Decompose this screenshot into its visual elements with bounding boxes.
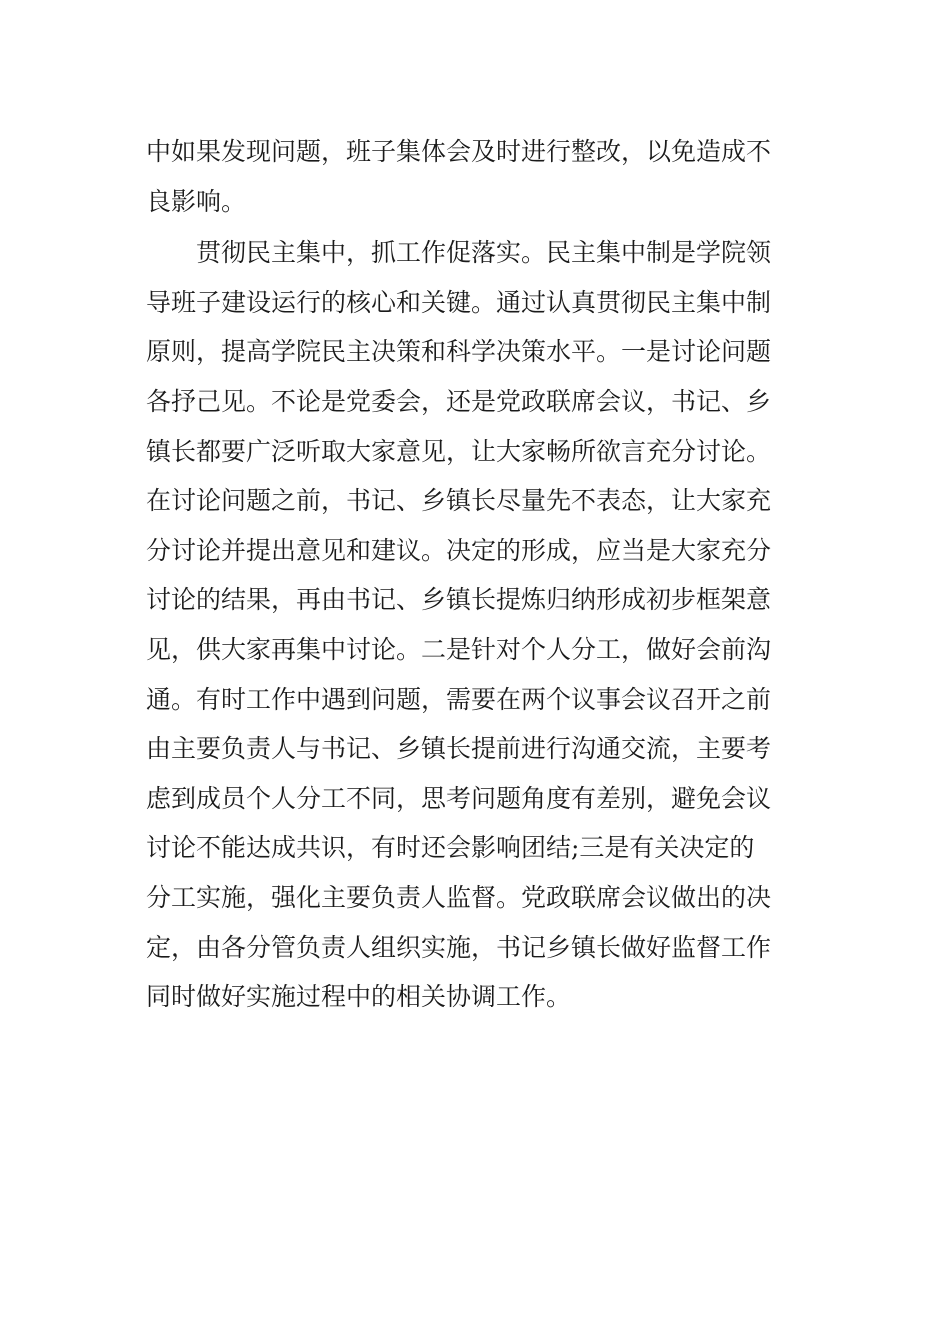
text-line: 讨论不能达成共识，有时还会影响团结;三是有关决定的 [146,833,755,863]
paragraph [146,228,786,1022]
text-line: 通。有时工作中遇到问题，需要在两个议事会议召开之前 [146,684,772,714]
text-line: 良影响。 [146,186,247,216]
text-line: 原则，提高学院民主决策和科学决策水平。一是讨论问题 [146,337,772,367]
text-line: 定，由各分管负责人组织实施，书记乡镇长做好监督工作 [146,932,772,962]
text-line: 讨论的结果，再由书记、乡镇长提炼归纳形成初步框架意 [146,585,772,615]
text-line: 虑到成员个人分工不同，思考问题角度有差别，避免会议 [146,783,772,813]
paragraph [146,127,786,226]
text-line: 在讨论问题之前，书记、乡镇长尽量先不表态，让大家充 [146,486,772,516]
text-line: 见，供大家再集中讨论。二是针对个人分工，做好会前沟 [146,634,772,664]
text-line: 分工实施，强化主要负责人监督。党政联席会议做出的决 [146,882,772,912]
body-text [146,127,786,1022]
text-line: 同时做好实施过程中的相关协调工作。 [146,982,572,1012]
text-line: 镇长都要广泛听取大家意见，让大家畅所欲言充分讨论。 [146,436,772,466]
text-line: 中如果发现问题，班子集体会及时进行整改，以免造成不 [146,137,772,166]
text-line: 贯彻民主集中，抓工作促落实。民主集中制是学院领 [146,238,772,268]
text-line: 导班子建设运行的核心和关键。通过认真贯彻民主集中制 [146,287,772,317]
text-line: 各抒己见。不论是党委会，还是党政联席会议，书记、乡 [146,386,772,416]
text-line: 由主要负责人与书记、乡镇长提前进行沟通交流，主要考 [146,734,772,764]
text-line: 分讨论并提出意见和建议。决定的形成，应当是大家充分 [146,535,772,565]
